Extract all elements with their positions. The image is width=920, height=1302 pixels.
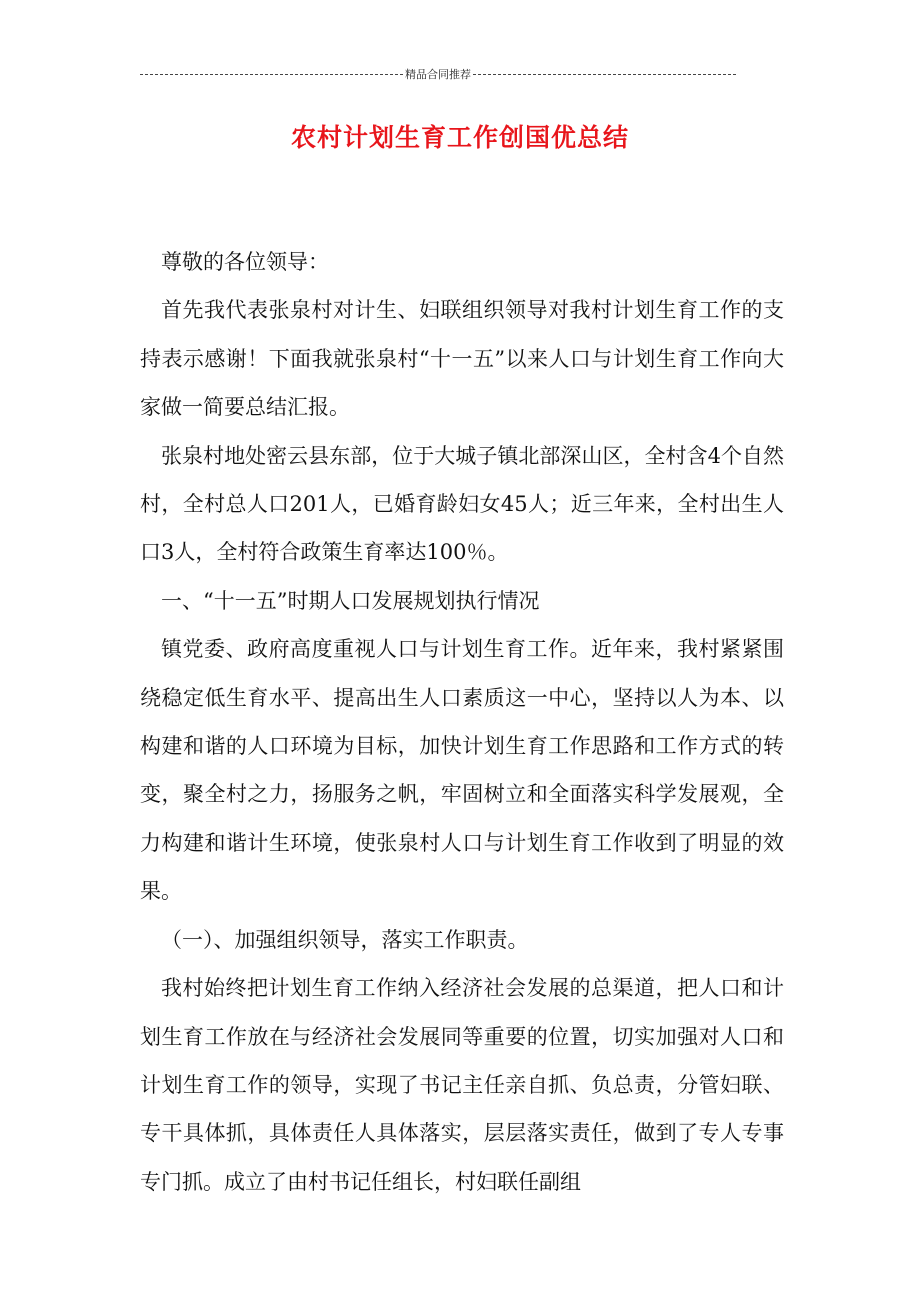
section-heading-1: 一、“十一五”时期人口发展规划执行情况 [161, 588, 540, 613]
paragraph-salutation: 尊敬的各位领导： [161, 250, 329, 274]
document-body [140, 238, 784, 1206]
page-header [140, 66, 736, 82]
header-dash-left [140, 74, 403, 75]
paragraph-subsection-1-body: 我村始终把计划生育工作纳入经济社会发展的总渠道，把人口和计划生育工作放在与经济社会发展同等重要的位置，切实加强对人口和计划生育工作的领导，实现了书记主任亲自抓、负总责，分管妇联、专干具体抓，具体责任人具体落实，层层落实责任，做到了专人专事专门抓。成立了由村书记任组长，村妇联任副组 [140, 976, 784, 1194]
header-text: 精品合同推荐 [405, 68, 471, 81]
header-dash-right [473, 74, 736, 75]
document-title: 农村计划生育工作创国优总结 [290, 123, 629, 152]
paragraph-village-overview: 张泉村地处密云县东部，位于大城子镇北部深山区，全村含4个自然村，全村总人口201人，已婚育龄妇女45人；近三年来，全村出生人口3人，全村符合政策生育率达100％。 [140, 443, 784, 565]
paragraph-thanks: 首先我代表张泉村对计生、妇联组织领导对我村计划生育工作的支持表示感谢！下面我就张泉村“十一五”以来人口与计划生育工作向大家做一简要总结汇报。 [140, 298, 784, 420]
paragraph-section-1-body: 镇党委、政府高度重视人口与计划生育工作。近年来，我村紧紧围绕稳定低生育水平、提高出生人口素质这一中心，坚持以人为本、以构建和谐的人口环境为目标，加快计划生育工作思路和工作方式的转变，聚全村之力，扬服务之帆，牢固树立和全面落实科学发展观，全力构建和谐计生环境，使张泉村人口与计划生育工作收到了明显的效果。 [140, 637, 784, 904]
subsection-heading-1: （一）、加强组织领导，落实工作职责。 [161, 927, 529, 952]
